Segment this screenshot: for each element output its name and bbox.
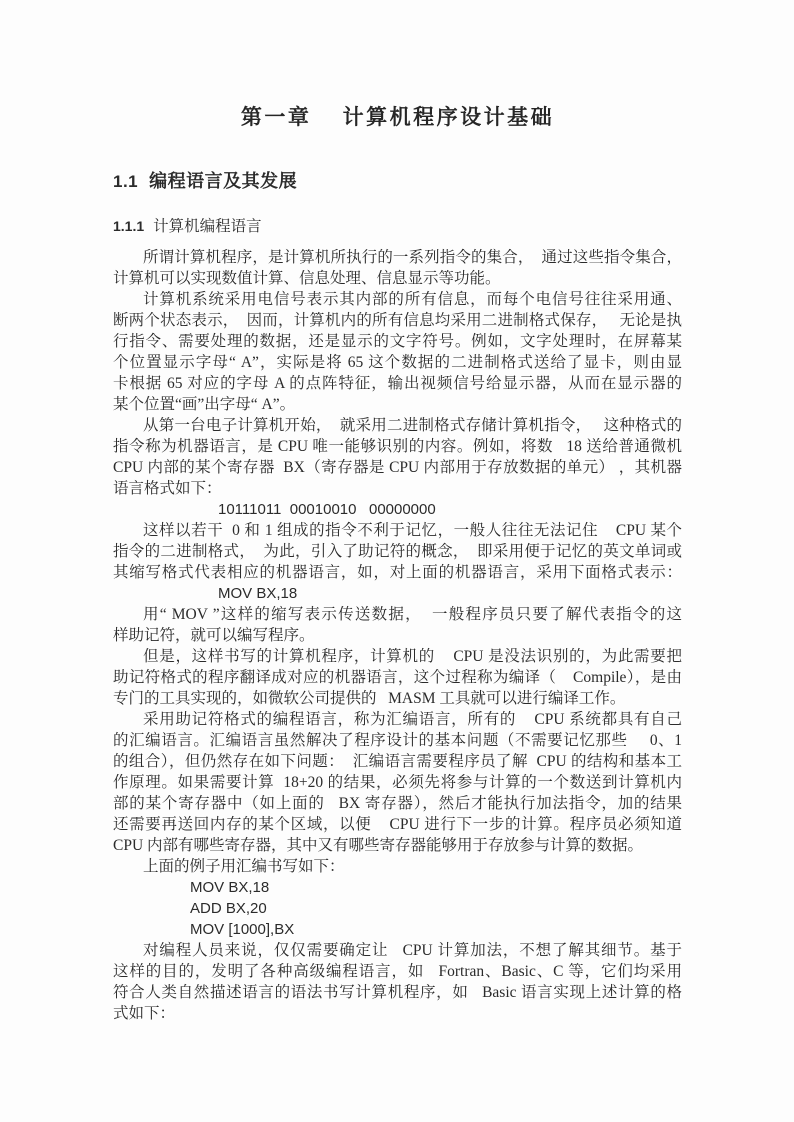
code-line: 10111011 00010010 00000000 [218, 501, 436, 518]
text-line: 从第一台电子计算机开始， 就采用二进制格式存储计算机指令， 这种格式的 [143, 417, 682, 434]
subsection-number: 1.1.1 [113, 218, 145, 234]
text-line: CPU 内部有哪些寄存器，其中又有哪些寄存器能够用于存放参与计算的数据。 [113, 837, 644, 854]
text-line: 还需要再送回内存的某个区域，以便 CPU 进行下一步的计算。程序员必须知道 [113, 816, 682, 833]
text-line: 对编程人员来说，仅仅需要确定让 CPU 计算加法，不想了解其细节。基于 [143, 942, 682, 959]
text-line: 作原理。如果需要计算 18+20 的结果，必须先将参与计算的一个数送到计算机内 [113, 774, 682, 791]
text-line: 个位置显示字母“ A”，实际是将 65 这个数据的二进制格式送给了显卡，则由显 [113, 354, 682, 371]
text-line: 部的某个寄存器中（如上面的 BX 寄存器），然后才能执行加法指令，加的结果 [113, 795, 682, 812]
text-line: 符合人类自然描述语言的语法书写计算机程序，如 Basic 语言实现上述计算的格 [113, 984, 682, 1001]
section-title: 编程语言及其发展 [149, 171, 298, 191]
text-line: 指令称为机器语言，是 CPU 唯一能够识别的内容。例如，将数 18 送给普通微机 [113, 438, 682, 455]
text-line: 样助记符，就可以编写程序。 [113, 627, 315, 644]
text-line: 的汇编语言。汇编语言虽然解决了程序设计的基本问题（不需要记忆那些 0、1 [113, 732, 682, 749]
text-line: 计算机系统采用电信号表示其内部的所有信息，而每个电信号往往采用通、 [143, 291, 682, 308]
code-line: MOV BX,18 [190, 879, 270, 896]
text-line: 其缩写格式代表相应的机器语言，如，对上面的机器语言，采用下面格式表示： [113, 564, 682, 581]
text-line: 计算机可以实现数值计算、信息处理、信息显示等功能。 [113, 270, 501, 287]
text-line: 式如下： [113, 1005, 176, 1022]
text-line: 上面的例子用汇编书写如下： [143, 858, 345, 875]
subsection-heading [113, 217, 682, 236]
code-line: ADD BX,20 [190, 900, 267, 917]
section-number: 1.1 [113, 172, 139, 191]
text-line: 指令的二进制格式， 为此，引入了助记符的概念， 即采用便于记忆的英文单词或 [113, 543, 682, 560]
text-line: 但是，这样书写的计算机程序，计算机的 CPU 是没法识别的，为此需要把 [143, 648, 682, 665]
code-line: MOV BX,18 [218, 585, 298, 602]
text-line: 这样以若干 0 和 1 组成的指令不利于记忆，一般人往往无法记住 CPU 某个 [143, 522, 682, 539]
chapter-title: 第一章 计算机程序设计基础 [240, 105, 555, 129]
text-line: 的组合），但仍然存在如下问题： 汇编语言需要程序员了解 CPU 的结构和基本工 [113, 753, 682, 770]
text-line: 助记符格式的程序翻译成对应的机器语言，这个过程称为编译（ Compile），是由 [113, 669, 682, 686]
text-line: 卡根据 65 对应的字母 A 的点阵特征，输出视频信号给显示器，从而在显示器的 [113, 375, 682, 392]
text-line: 采用助记符格式的编程语言，称为汇编语言，所有的 CPU 系统都具有自己 [143, 711, 682, 728]
document-body [113, 247, 682, 1024]
text-line: 这样的目的，发明了各种高级编程语言，如 Fortran、Basic、C 等，它们均采用 [113, 963, 682, 980]
subsection-title: 计算机编程语言 [153, 218, 262, 235]
text-line: 专门的工具实现的，如微软公司提供的 MASM 工具就可以进行编译工作。 [113, 690, 626, 707]
page-content [113, 0, 682, 1024]
text-line: 用“ MOV ”这样的缩写表示传送数据， 一般程序员只要了解代表指令的这 [143, 606, 682, 623]
text-line: 某个位置“画”出字母“ A”。 [113, 396, 296, 413]
section-heading [113, 171, 682, 192]
text-line: 行指令、需要处理的数据，还是显示的文字符号。例如，文字处理时，在屏幕某 [113, 333, 682, 350]
code-line: MOV [1000],BX [190, 921, 295, 938]
text-line: 断两个状态表示， 因而，计算机内的所有信息均采用二进制格式保存， 无论是执 [113, 312, 682, 329]
text-line: CPU 内部的某个寄存器 BX（寄存器是 CPU 内部用于存放数据的单元） ，其机器 [113, 459, 682, 476]
text-line: 所谓计算机程序，是计算机所执行的一系列指令的集合， 通过这些指令集合， [143, 249, 682, 266]
text-line: 语言格式如下： [113, 480, 222, 497]
